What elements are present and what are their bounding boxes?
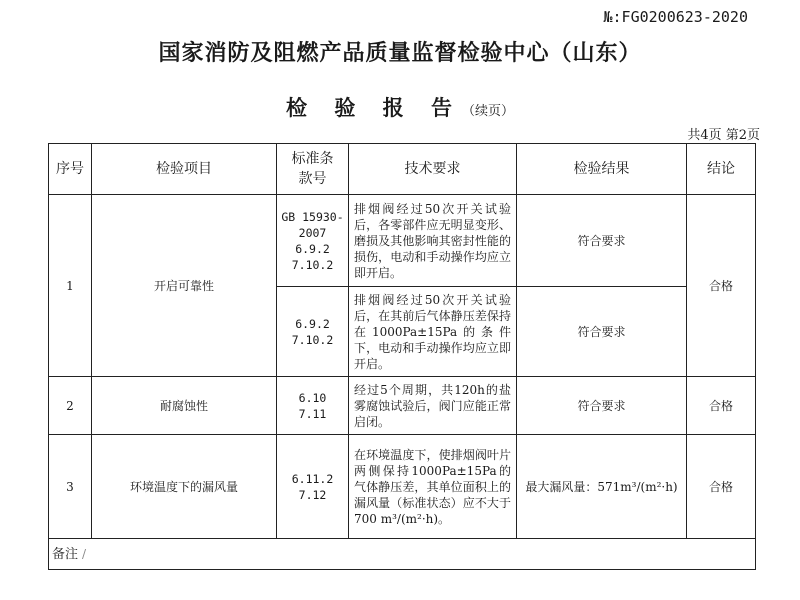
- row1b-result: 符合要求: [517, 287, 687, 377]
- header-std-line1: 标准条: [291, 151, 334, 167]
- row1b-std-line: 7.10.2: [291, 332, 334, 347]
- row1a-std-line: 7.10.2: [291, 257, 334, 272]
- row3-conclusion: 合格: [687, 435, 756, 539]
- row1b-req: 排烟阀经过50次开关试验后，在其前后气体静压差保持在1000Pa±15Pa的条件下，电动和手动操作均应立即开启。: [349, 287, 517, 377]
- note-cell: [49, 539, 756, 570]
- row2-std-line: 7.11: [298, 406, 327, 421]
- page-info: 共4页 第2页: [687, 128, 760, 143]
- row3-std-line: 7.12: [298, 487, 327, 502]
- report-title-row: [0, 92, 800, 122]
- table-header-row: [49, 144, 756, 195]
- header-req: 技术要求: [349, 144, 517, 195]
- row2-req: 经过5个周期，共120h的盐雾腐蚀试验后，阀门应能正常启闭。: [349, 377, 517, 435]
- header-seq: 序号: [49, 144, 92, 195]
- row2-item: 耐腐蚀性: [92, 377, 277, 435]
- report-number: №:FG0200623-2020: [603, 8, 748, 26]
- row1-item: 开启可靠性: [92, 195, 277, 377]
- table-row: [49, 435, 756, 539]
- note-row: [49, 539, 756, 570]
- header-conclusion: 结论: [687, 144, 756, 195]
- row3-item: 环境温度下的漏风量: [92, 435, 277, 539]
- row1a-result: 符合要求: [517, 195, 687, 287]
- org-title: 国家消防及阻燃产品质量监督检验中心（山东）: [158, 41, 642, 66]
- row1a-std-line: GB 15930-: [281, 209, 344, 224]
- header-item: 检验项目: [92, 144, 277, 195]
- row1-seq: 1: [49, 195, 92, 377]
- row3-std-line: 6.11.2: [291, 471, 334, 486]
- header-std: [277, 144, 349, 195]
- row1-conclusion: 合格: [687, 195, 756, 377]
- header-std-line2: 款号: [298, 171, 327, 187]
- row2-seq: 2: [49, 377, 92, 435]
- row1b-std-line: 6.9.2: [295, 316, 330, 331]
- row3-result: 最大漏风量：571m³/(m²·h): [517, 435, 687, 539]
- table-row: [49, 195, 756, 287]
- row2-std-line: 6.10: [298, 390, 327, 405]
- row2-result: 符合要求: [517, 377, 687, 435]
- note-value: /: [82, 546, 87, 561]
- row2-std: [277, 377, 349, 435]
- table-row: [49, 377, 756, 435]
- report-title: 检 验 报 告: [286, 96, 462, 120]
- row3-std: [277, 435, 349, 539]
- header-result: 检验结果: [517, 144, 687, 195]
- row1a-std-line: 6.9.2: [295, 241, 330, 256]
- row3-seq: 3: [49, 435, 92, 539]
- inspection-table: [48, 143, 756, 570]
- row3-req: 在环境温度下，使排烟阀叶片两侧保持1000Pa±15Pa的气体静压差，其单位面积上的漏风量（标准状态）应不大于700 m³/(m²·h)。: [349, 435, 517, 539]
- row1a-std-line: 2007: [298, 225, 327, 240]
- row1a-std: [277, 195, 349, 287]
- note-label: 备注: [52, 546, 79, 562]
- report-continuation: （续页）: [461, 104, 514, 119]
- row2-conclusion: 合格: [687, 377, 756, 435]
- row1a-req: 排烟阀经过50次开关试验后，各零部件应无明显变形、磨损及其他影响其密封性能的损伤，电动和手动操作均应立即开启。: [349, 195, 517, 287]
- row1b-std: [277, 287, 349, 377]
